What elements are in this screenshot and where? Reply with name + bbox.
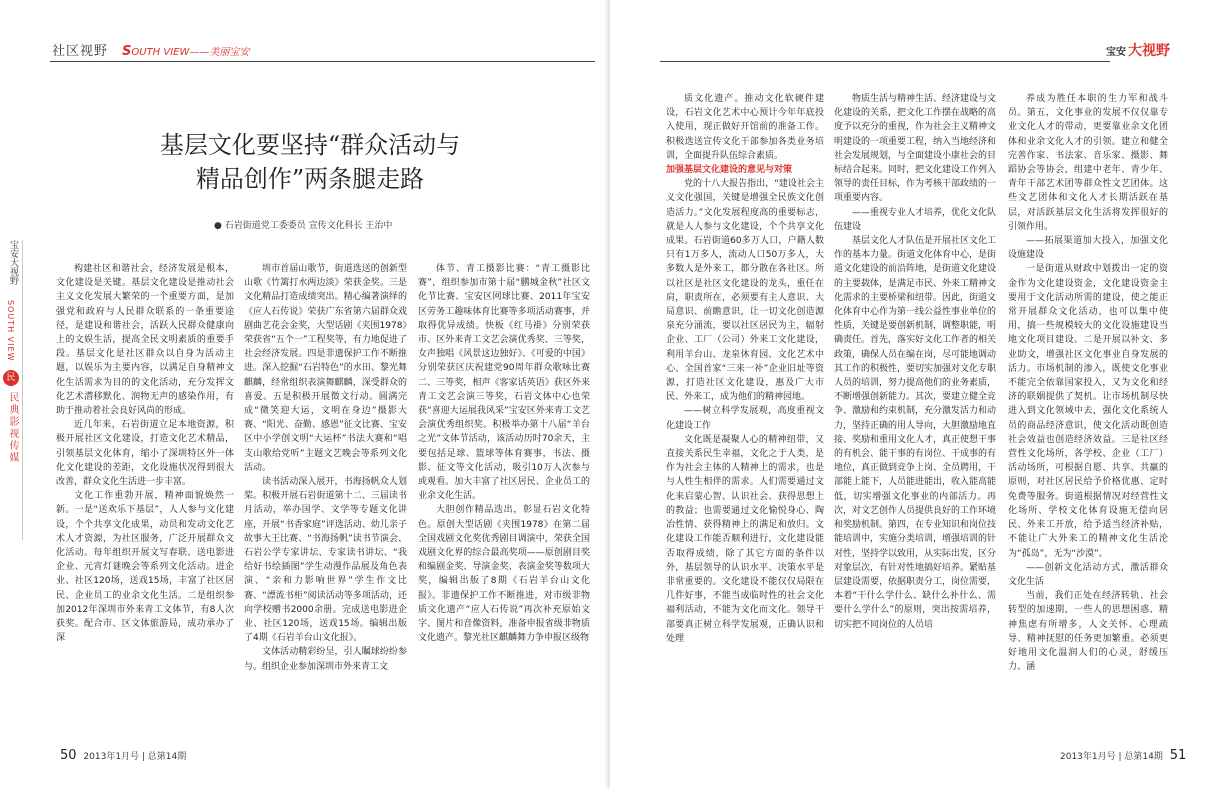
- paragraph: 体节、青工摄影比赛：“青工摄影比赛”，组织参加市第十届“鹏城金秋”社区文化节比赛、宝安区网球比赛、2011年宝安区劳务工趣味体育比赛等多项活动赛事，并取得优异成绩。快板《红马褂》分别荣获市、区外来青工文艺会演优秀奖、三等奖，女声独唱《风景这边独好》、《可爱的中国》分别荣获区庆祝建党90周年群众歌咏比赛二、三等奖，相声《客家话英语》获区外来青工文艺会演三等奖，石岩文体中心也荣获“喜迎大运展我风采”宝安区外来青工文艺会演优秀组织奖。积极举办第十八届“羊台之光”文体节活动，该活动历时70余天，主要包括足球、篮球等体育赛事，书法、摄影、征文等文化活动，吸引10万人次参与或观看。加大丰富了社区居民、企业员工的业余文化生活。: [418, 264, 590, 502]
- column-4: [666, 92, 824, 738]
- paragraph: 文化既是凝聚人心的精神纽带，又直接关系民生幸福，文化之于人类，是作为社会主体的人精神上的需求，也是与人性生相伴的需求。人们需要通过文化来启蒙心智、认识社会、获得思想上的教益；也需要通过文化愉悦身心、陶冶性情、获得精神上的满足和放归。文化建设工作能否顺利进行，文化建设能否取得成绩，除了其它方面的条件以外，基层领导的认识水平、决策水平是非常重要的。文化建设不能仅仅局限在几件好事，不能当成临时性的社会文化福利活动，不能为文化而文化。领导干部要真正树立科学发展观，正确认识和处理: [666, 434, 824, 644]
- brand-prefix: S: [122, 44, 132, 59]
- paragraph: 质文化遗产。推动文化软硬件建设，石岩文化艺术中心预计今年年底投入使用，现正做好开馆前的准备工作。积极选送宣传文化干部参加各类业务培训，全面提升队伍综合素质。: [666, 94, 824, 161]
- header-right: [660, 38, 1170, 62]
- header-rule-right: [660, 61, 1110, 62]
- brand-text: [122, 43, 249, 59]
- issue-right: 2013年1月号 | 总第14期: [1060, 752, 1163, 762]
- page-number-left: 50: [60, 748, 77, 763]
- paragraph: 大胆创作精品迭出，彰显石岩文化特色。原创大型话剧《夹围1978》在第二届全国戏剧文化奖优秀剧目调演中，荣获全国戏剧文化界的综合最高奖项——原创剧目奖和编剧金奖、导演金奖、表演金奖等数项大奖，编辑出版了8期《石岩羊台山文化报》。非遗保护工作不断推进，对市级非物质文化遗产“应人石传说”再次补充原始文字、图片和音像资料，准备申报省级非物质文化遗产。黎光社区麒麟舞力争申报区级物: [418, 505, 590, 644]
- paragraph: ——重视专业人才培养，优化文化队伍建设: [834, 207, 996, 232]
- logo-prefix: 宝安: [1106, 47, 1126, 58]
- brand-rest: OUTH VIEW: [131, 47, 190, 58]
- paragraph: 物质生活与精神生活、经济建设与文化建设的关系，把文化工作摆在战略的高度予以充分的重视，作为社会主义精神文明建设的一项重要工程，纳入当地经济和社会发展规划，与全面建设小康社会的目标结合起来。同时，把文化建设工作列入领导的责任目标，作为考核干部政绩的一项重要内容。: [834, 94, 996, 204]
- paragraph: 构建社区和谐社会，经济发展是根本，文化建设是关键。基层文化建设是推动社会主义文化发展大繁荣的一个重要方面，是加强党和政府与人民群众联系的一条重要途径，是建设和谐社会，活跃人民群众健康向上的文娱生活，提高全民文明素质的重要手段。基层文化是社区群众以自身为活动主题，以娱乐为主要内容，以满足自身精神文化生活需求为目的的文化活动，充分发挥文化艺术潜移默化、润物无声的感染作用，有助于推动着社会良好风尚的形成。: [56, 264, 234, 417]
- header-rule: [50, 61, 595, 62]
- column-3: [418, 262, 590, 736]
- footer-right: [1060, 748, 1190, 763]
- paragraph: 文体活动精彩纷呈，引人瞩球纷纷参与。组织企业参加深圳市外来青工文: [244, 647, 407, 672]
- paragraph: 文化工作重勃开展，精神面貌焕然一新。一是“送欢乐下基层”，人人参与文化建设，个个共享文化成果，动员和发动文化艺术人才资源，为社区服务，广泛开展群众文化活动。每年组织开展文写春联、送电影进企业、元宵灯谜晚会等系列文化活动。进企业、社区120场，送戏15场，丰富了社区居民、企业员工的业余文化生活。二是组织参加2012年深圳市外来青工文体节，有8人次获奖。配合市、区文体旅游局，成功承办了深: [56, 491, 234, 644]
- brand-logo: [1106, 40, 1170, 60]
- right-page: [610, 0, 1219, 788]
- paragraph: 读书活动深入展开，书海扬帆众人划桨。积极开展石岩街道第十二、三届读书月活动，举办国学、文学等专题文化讲座，开展“书香家庭”评选活动、幼儿亲子故事大王比赛、“书海扬帆”读书节演会、石岩公学专家讲坛、专家读书讲坛、“我给好书绘插图”学生动漫作品展及角色表演、“亲和力影响世界”学生作文比赛、“漂流书柜”阅读活动等多项活动，还向学校赠书2000余册。完成送电影进企业、社区120场，送戏15场。编辑出版了4期《石岩羊台山文化报》。: [244, 477, 407, 644]
- section-title: 社区视野: [52, 44, 109, 59]
- paragraph: 基层文化人才队伍是开展社区文化工作的基本力量。街道文化体育中心，是街道文化建设的前沿阵地，是街道文化建设的主要载体，是满足市民、外来工精神文化需求的主要桥梁和纽带。因此，街道文化体育中心作为第一线公益性事业单位的性质，关键是要创新机制，调整职能，明确责任。首先，落实好文化工作者的相关政策，确保人员在编在岗，尽可能地调动其工作的积极性，要切实加强对文化专职人员的培训，努力提高他们的业务素质，不断增强创新能力。其次，要建立健全竞争、激励和约束机制，充分激发活力和动力，坚持正确的用人导向，大胆激励地直接、奖励和重用文化人才，真正使想干事的有机会、能干事的有岗位、干成事的有地位，真正做到竞争上岗、全员聘用，干部能上能下，人员能进能出，收入能高能低，切实增强文化事业的内部活力。再次，对文艺创作人员提供良好的工作环境和奖励机制。第四，在专业知识和岗位技能培训中，实施分类培训，增强培训的针对性，坚持学以致用，从实际出发，区分对象层次，有针对性地搞好培养。紧贴基层建设需要，依据职责分工，岗位需要，本着“干什么学什么、缺什么补什么、需要什么学什么”的原则，突出按需培养，切实把不同岗位的人员培: [834, 236, 996, 630]
- sidebar-badge-icon: 民: [3, 370, 19, 386]
- paragraph: ——创新文化活动方式，激活群众文化生活: [1008, 562, 1168, 587]
- paragraph: 当前，我们正处在经济转轨、社会转型的加速期，一些人的思想困惑、精神焦虑有所增多，人文关怀、心理疏导、精神抚慰的任务更加繁重。必须更好地用文化温润人们的心灵，舒缓压力、涵: [1008, 591, 1168, 673]
- column-2: [244, 262, 407, 736]
- title-line-2: 精品创作”两条腿走路: [195, 165, 425, 193]
- column-5: [834, 92, 996, 738]
- brand-tagline: ——美丽宝安: [189, 47, 250, 58]
- logo-text: 大视野: [1128, 43, 1170, 59]
- paragraph: 圳市首届山歌节，街道选送的创新型山歌《竹篱打水两边淡》荣获金奖。三是文化精品打造成绩突出。精心编著演绎的《应人石传说》荣获广东省第六届群众戏剧曲艺花会金奖，大型话剧《夹围1978》荣获省“五个一”工程奖等，有力地促进了社会经济发展。四是非遗保护工作不断推进。深入挖掘“石岩特色”的水田、黎光舞麒麟，经常组织表演舞麒麟，深受群众的喜爱。五是积极开展徵文行动。圆满完成“微笑迎大运，文明在身边”摄影大赛、“阳光、奋勤、感恩”征文比赛、宝安区中小学创文明“大运杯”书法大赛和“唱支山歌给党听”主题文艺晚会等系列文化活动。: [244, 264, 407, 473]
- paragraph: ——拓展渠道加大投入，加强文化设施建设: [1008, 236, 1168, 261]
- paragraph: 近几年来，石岩街道立足本地资源，积极开展社区文化建设，打造文化艺术精品，引领基层文化体育，缩小了深圳特区外一体化文化建设的差距，文化设施状况得到很大改善，群众文化生活进一步丰富。: [56, 420, 234, 488]
- sidebar: [0, 240, 23, 540]
- paragraph: 养成为胜任本职的生力军和战斗员。第五，文化事业的发展不仅仅靠专业文化人才的带动，更要靠业余文化团体和业余文化人才的引领。建立和健全完善作家、书法家、音乐家、摄影、舞蹈协会等协会，组建中老年、青少年、青年干部艺术团等群众性文艺团体。这些文艺团体和文化人才长期活跃在基层，对活跃基层文化生活将发挥很好的引领作用。: [1008, 94, 1168, 232]
- sidebar-view: SOUTH VIEW: [6, 300, 15, 362]
- paragraph: 一是街道从财政中划拨出一定的资金作为文化建设资金，文化建设资金主要用于文化活动所需的建设，使之能正常开展群众文化活动，也可以集中使用，搞一些规模较大的文化设施建设当地文化项目建设。二是开展以补文、多业助文，增强社区文化事业自身发展的活力。市场机制的渗入，既使文化事业不能完全依靠国家投入，又为文化和经济的联姻提供了契机。让市场机制尽快进入到文化领域中去，强化文化系统人员的商品经济意识，使文化活动既创造社会效益也创造经济效益。三是社区经营性文化场所，各学校、企业（工厂）活动场所，可根据自愿、共享、共赢的原则，对社区居民给予价格优惠、定时免费等服务。街道根据情况对经营性文化场所、学校文化体育设施无偿向居民、外来工开放，给予适当经济补贴，不能让广大外来工的精神文化生活沦为“孤岛”，无为“沙漠”。: [1008, 264, 1168, 559]
- byline: ● 石岩街道党工委委员 宣传文化科长 王治中: [214, 221, 393, 231]
- title-line-1: 基层文化要坚持“群众活动与: [159, 131, 461, 159]
- issue-left: 2013年1月号 | 总第14期: [83, 752, 187, 762]
- left-page: [0, 0, 608, 788]
- column-1: [56, 262, 234, 736]
- subheading: 加强基层文化建设的意见与对策: [666, 165, 793, 176]
- header-left: [50, 38, 590, 62]
- sidebar-section-label: 民典影视传媒: [7, 392, 18, 464]
- article-title: [120, 128, 500, 196]
- sidebar-tag: 宝安大视野: [8, 240, 18, 285]
- page-number-right: 51: [1169, 748, 1187, 763]
- paragraph: 党的十八大报告指出，“建设社会主义文化强国，关键是增强全民族文化创造活力。”文化发展程度高的重要标志，就是人人参与文化建设，个个共享文化成果。石岩街道60多万人口，户籍人数只有1万多人，流动人口50万多人，大多数人是外来工，都分散在各社区。所以社区是社区文化建设的龙头，重任在肩，职责所在，必须要有主人意识、大局意识、前瞻意识，让一切文化创造源泉充分涌流，要以社区居民为主，辐射企业、工厂（公司）外来工文化建设，利用羊台山、龙泉休育园、文化艺术中心、全国首家“三来一补”企业旧址等资源，打造社区文化建设，惠及广大市民、外来工，成为他们的精神园地。: [666, 179, 824, 403]
- paragraph: ——树立科学发展观，高度重视文化建设工作: [666, 406, 824, 431]
- column-6: [1008, 92, 1168, 738]
- footer-left: [56, 748, 186, 763]
